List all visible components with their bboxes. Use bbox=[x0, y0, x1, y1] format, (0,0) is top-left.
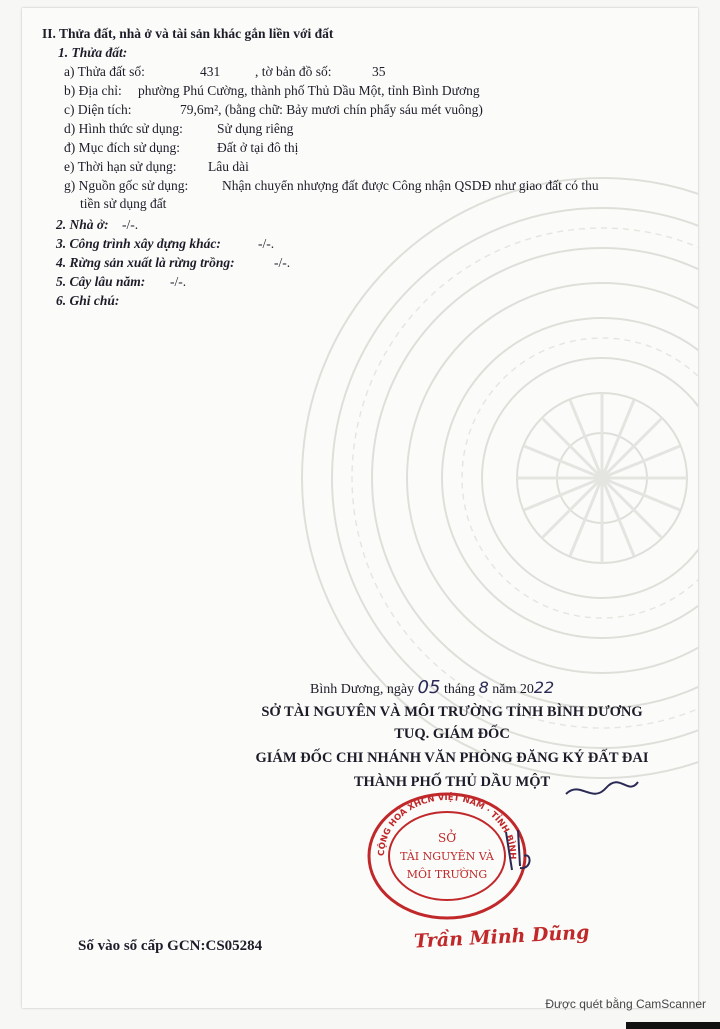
address-value: phường Phú Cường, thành phố Thủ Dầu Một, tỉnh Bình Dương bbox=[138, 83, 480, 98]
map-sheet-number: 35 bbox=[372, 64, 386, 79]
purpose-label: đ) Mục đích sử dụng: bbox=[64, 140, 181, 155]
construction-label: 3. Công trình xây dựng khác: bbox=[56, 236, 221, 251]
area-value: 79,6m², (bằng chữ: Bảy mươi chín phẩy sáu mét vuông) bbox=[180, 102, 483, 117]
term-value: Lâu dài bbox=[208, 159, 249, 174]
origin-label: g) Nguồn gốc sử dụng: bbox=[64, 178, 189, 193]
signer-name: Trần Minh Dũng bbox=[413, 921, 590, 953]
signing-place: Bình Dương, ngày bbox=[310, 682, 415, 697]
camscanner-watermark: Được quét bằng CamScanner bbox=[545, 997, 706, 1011]
parcel-number: 431 bbox=[200, 64, 221, 79]
signing-date bbox=[310, 677, 555, 698]
trees-label: 5. Cây lâu năm: bbox=[56, 274, 146, 289]
notes-label: 6. Ghi chú: bbox=[56, 293, 120, 308]
house-label: 2. Nhà ở: bbox=[56, 217, 109, 232]
house-value: -/-. bbox=[122, 217, 139, 232]
initials-stroke-icon bbox=[498, 826, 538, 876]
purpose-value: Đất ở tại đô thị bbox=[217, 140, 299, 155]
forest-label: 4. Rừng sản xuất là rừng trồng: bbox=[56, 255, 235, 270]
map-sheet-label: , tờ bản đồ số: bbox=[255, 64, 332, 79]
certificate-page bbox=[22, 8, 698, 1008]
usage-form-value: Sử dụng riêng bbox=[217, 121, 294, 136]
parcel-label: a) Thửa đất số: bbox=[64, 64, 145, 79]
signing-month: 8 bbox=[478, 678, 489, 697]
bottom-bar bbox=[626, 1022, 720, 1029]
origin-value-line1: Nhận chuyển nhượng đất được Công nhận QSDĐ như giao đất có thu bbox=[222, 178, 599, 193]
land-heading: 1. Thửa đất: bbox=[58, 45, 128, 60]
signing-year: 22 bbox=[533, 678, 555, 697]
agency-name: SỞ TÀI NGUYÊN VÀ MÔI TRƯỜNG TỈNH BÌNH DƯƠNG bbox=[261, 704, 643, 720]
seal-center-line2: TÀI NGUYÊN VÀ bbox=[400, 850, 494, 863]
forest-value: -/-. bbox=[274, 255, 291, 270]
usage-form-label: d) Hình thức sử dụng: bbox=[64, 121, 183, 136]
signing-day: 05 bbox=[417, 677, 441, 698]
origin-value-line2: tiền sử dụng đất bbox=[80, 196, 167, 211]
construction-value: -/-. bbox=[258, 236, 275, 251]
signature-stroke-icon bbox=[562, 774, 642, 814]
trees-value: -/-. bbox=[170, 274, 187, 289]
section-title: II. Thửa đất, nhà ở và tài sản khác gắn liền với đất bbox=[42, 26, 334, 41]
area-label: c) Diện tích: bbox=[64, 102, 132, 117]
seal-ring-text: CỘNG HOÀ XHCN VIỆT NAM · TỈNH BÌNH bbox=[376, 792, 518, 860]
city-title: THÀNH PHỐ THỦ DẦU MỘT bbox=[353, 774, 551, 790]
tuq-title: TUQ. GIÁM ĐỐC bbox=[394, 726, 510, 742]
seal-center-line3: MÔI TRƯỜNG bbox=[406, 868, 488, 881]
address-label: b) Địa chỉ: bbox=[64, 83, 122, 98]
seal-center-line1: SỞ bbox=[437, 831, 457, 845]
svg-text:CỘNG HOÀ XHCN VIỆT NAM · TỈNH bbox=[364, 790, 518, 859]
term-label: e) Thời hạn sử dụng: bbox=[64, 159, 177, 174]
month-label: tháng bbox=[443, 682, 476, 697]
year-label: năm 20 bbox=[492, 682, 534, 697]
director-title: GIÁM ĐỐC CHI NHÁNH VĂN PHÒNG ĐĂNG KÝ ĐẤT ĐAI bbox=[255, 750, 649, 766]
registry-number: Số vào sổ cấp GCN:CS05284 bbox=[78, 938, 263, 954]
